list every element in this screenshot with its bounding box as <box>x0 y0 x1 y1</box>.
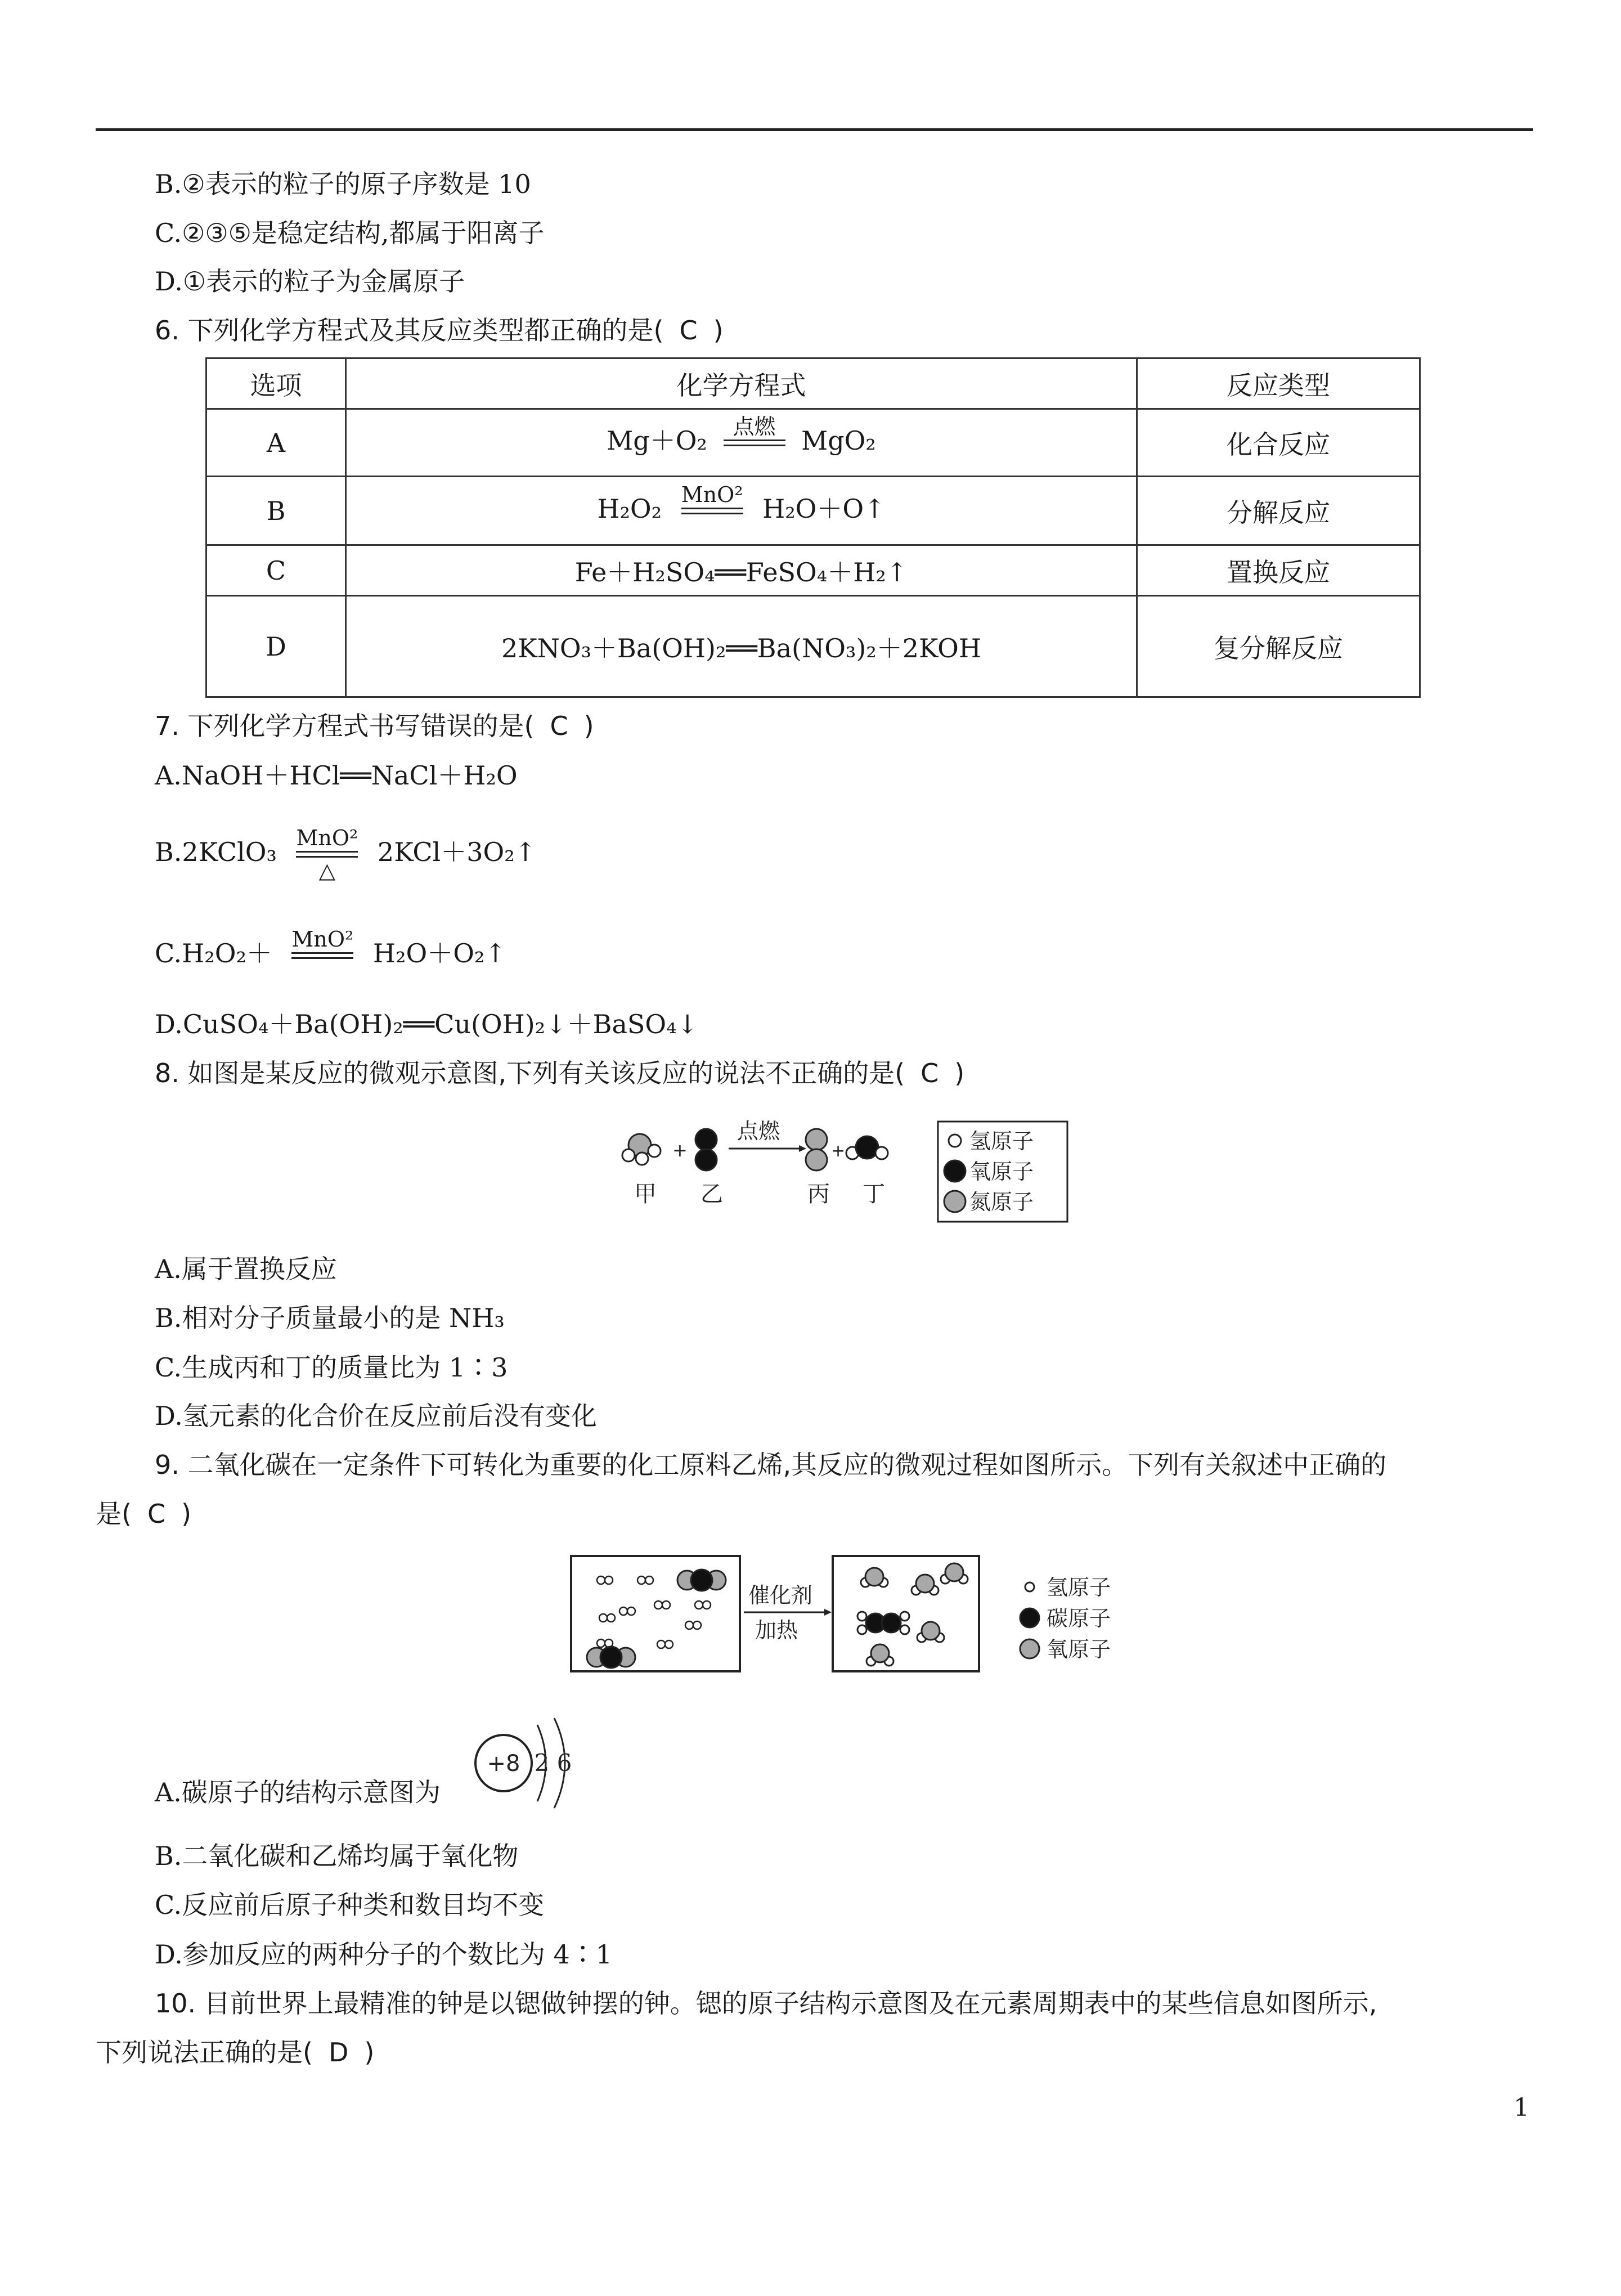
q9-option-d: D.参加反应的两种分子的个数比为 4∶1 <box>155 1939 613 1970</box>
oxygen-atom-icon <box>1020 1639 1039 1658</box>
q9-answer: C <box>147 1499 166 1529</box>
svg-text:氧原子: 氧原子 <box>969 1159 1034 1184</box>
q10-stem-line1: 10. 目前世界上最精准的钟是以锶做钟摆的钟。锶的原子结构示意图及在元素周期表中的某些信息如图所示, <box>155 1988 1377 2019</box>
table-header: 反应类型 <box>1137 358 1420 409</box>
hydrogen-atom-icon <box>949 1134 961 1147</box>
q8-option-c: C.生成丙和丁的质量比为 1∶3 <box>155 1352 508 1383</box>
table-header: 选项 <box>206 358 346 409</box>
q9-option-a: A.碳原子的结构示意图为 <box>155 1777 441 1808</box>
svg-text:氢原子: 氢原子 <box>969 1129 1034 1154</box>
q9-option-b: B.二氧化碳和乙烯均属于氧化物 <box>155 1841 519 1871</box>
svg-text:+: + <box>672 1140 688 1161</box>
table-row: B H₂O₂ MnO² H₂O＋O↑ 分解反应 <box>206 477 1420 545</box>
nucleus-charge: +8 <box>487 1751 520 1777</box>
svg-text:碳原子: 碳原子 <box>1047 1606 1111 1631</box>
q8-stem: 8. 如图是某反应的微观示意图,下列有关该反应的说法不正确的是( C ) <box>155 1056 964 1090</box>
label-yi: 乙 <box>701 1181 723 1207</box>
table-row: A Mg＋O₂ 点燃 MgO₂ 化合反应 <box>206 409 1420 477</box>
q5-option-d: D.①表示的粒子为金属原子 <box>155 266 465 297</box>
co2-molecule <box>677 1569 726 1591</box>
q9-condition-bottom: 加热 <box>755 1618 798 1643</box>
q6-stem: 6. 下列化学方程式及其反应类型都正确的是( C ) <box>155 313 724 347</box>
q8-option-b: B.相对分子质量最小的是 NH₃ <box>155 1303 505 1333</box>
carbon-atom-icon <box>1020 1608 1039 1627</box>
q7-option-d: D.CuSO₄＋Ba(OH)₂══Cu(OH)₂↓＋BaSO₄↓ <box>155 1009 699 1039</box>
q8-option-a: A.属于置换反应 <box>155 1254 337 1284</box>
electron-shells: 2 6 <box>534 1749 572 1777</box>
q9-stem-line1: 9. 二氧化碳在一定条件下可转化为重要的化工原料乙烯,其反应的微观过程如图所示。下列有关叙述中正确的 <box>155 1450 1387 1480</box>
q9-condition-top: 催化剂 <box>748 1583 813 1608</box>
table-row: C Fe＋H₂SO₄══FeSO₄＋H₂↑ 置换反应 <box>206 545 1420 596</box>
molecule-ding <box>846 1136 888 1159</box>
q8-condition: 点燃 <box>737 1119 780 1143</box>
page-number: 1 <box>1514 2093 1529 2122</box>
table-row: D 2KNO₃＋Ba(OH)₂══Ba(NO₃)₂＋2KOH 复分解反应 <box>206 596 1420 697</box>
q5-option-c: C.②③⑤是稳定结构,都属于阳离子 <box>155 218 545 248</box>
table-header: 化学方程式 <box>346 358 1137 409</box>
molecule-yi <box>695 1129 717 1171</box>
q10-answer: D <box>328 2037 349 2068</box>
molecule-bing <box>806 1129 827 1171</box>
atom-structure-diagram <box>470 1714 588 1815</box>
svg-text:氮原子: 氮原子 <box>969 1190 1034 1214</box>
q9-reaction-diagram <box>568 1553 1131 1677</box>
label-bing: 丙 <box>807 1181 830 1207</box>
q6-table <box>205 357 1421 698</box>
svg-text:氢原子: 氢原子 <box>1047 1575 1111 1600</box>
q5-option-b: B.②表示的粒子的原子序数是 10 <box>155 169 531 199</box>
svg-text:+: + <box>831 1141 846 1161</box>
q8-reaction-diagram <box>610 1117 1072 1230</box>
q7-stem: 7. 下列化学方程式书写错误的是( C ) <box>155 709 594 743</box>
q9-stem-line2: 是( C ) <box>96 1497 191 1531</box>
header-rule <box>96 128 1533 131</box>
hydrogen-atom-icon <box>1025 1582 1034 1591</box>
label-jia: 甲 <box>634 1181 657 1207</box>
nitrogen-atom-icon <box>944 1191 966 1212</box>
label-ding: 丁 <box>863 1181 885 1207</box>
co2-molecule <box>587 1647 635 1668</box>
q9-option-c: C.反应前后原子种类和数目均不变 <box>155 1890 545 1920</box>
q8-answer: C <box>920 1058 939 1088</box>
q7-option-a: A.NaOH＋HCl══NaCl＋H₂O <box>155 760 518 791</box>
svg-text:氧原子: 氧原子 <box>1047 1637 1111 1662</box>
q7-option-b: B.2KClO₃ MnO² △ 2KCl＋3O₂↑ <box>155 826 537 883</box>
q7-answer: C <box>550 711 568 741</box>
q7-option-c: C.H₂O₂＋ MnO² H₂O＋O₂↑ <box>155 927 506 968</box>
q8-option-d: D.氢元素的化合价在反应前后没有变化 <box>155 1401 597 1431</box>
q6-answer: C <box>679 315 698 346</box>
q10-stem-line2: 下列说法正确的是( D ) <box>96 2035 374 2069</box>
molecule-jia <box>622 1134 661 1165</box>
oxygen-atom-icon <box>944 1160 966 1182</box>
